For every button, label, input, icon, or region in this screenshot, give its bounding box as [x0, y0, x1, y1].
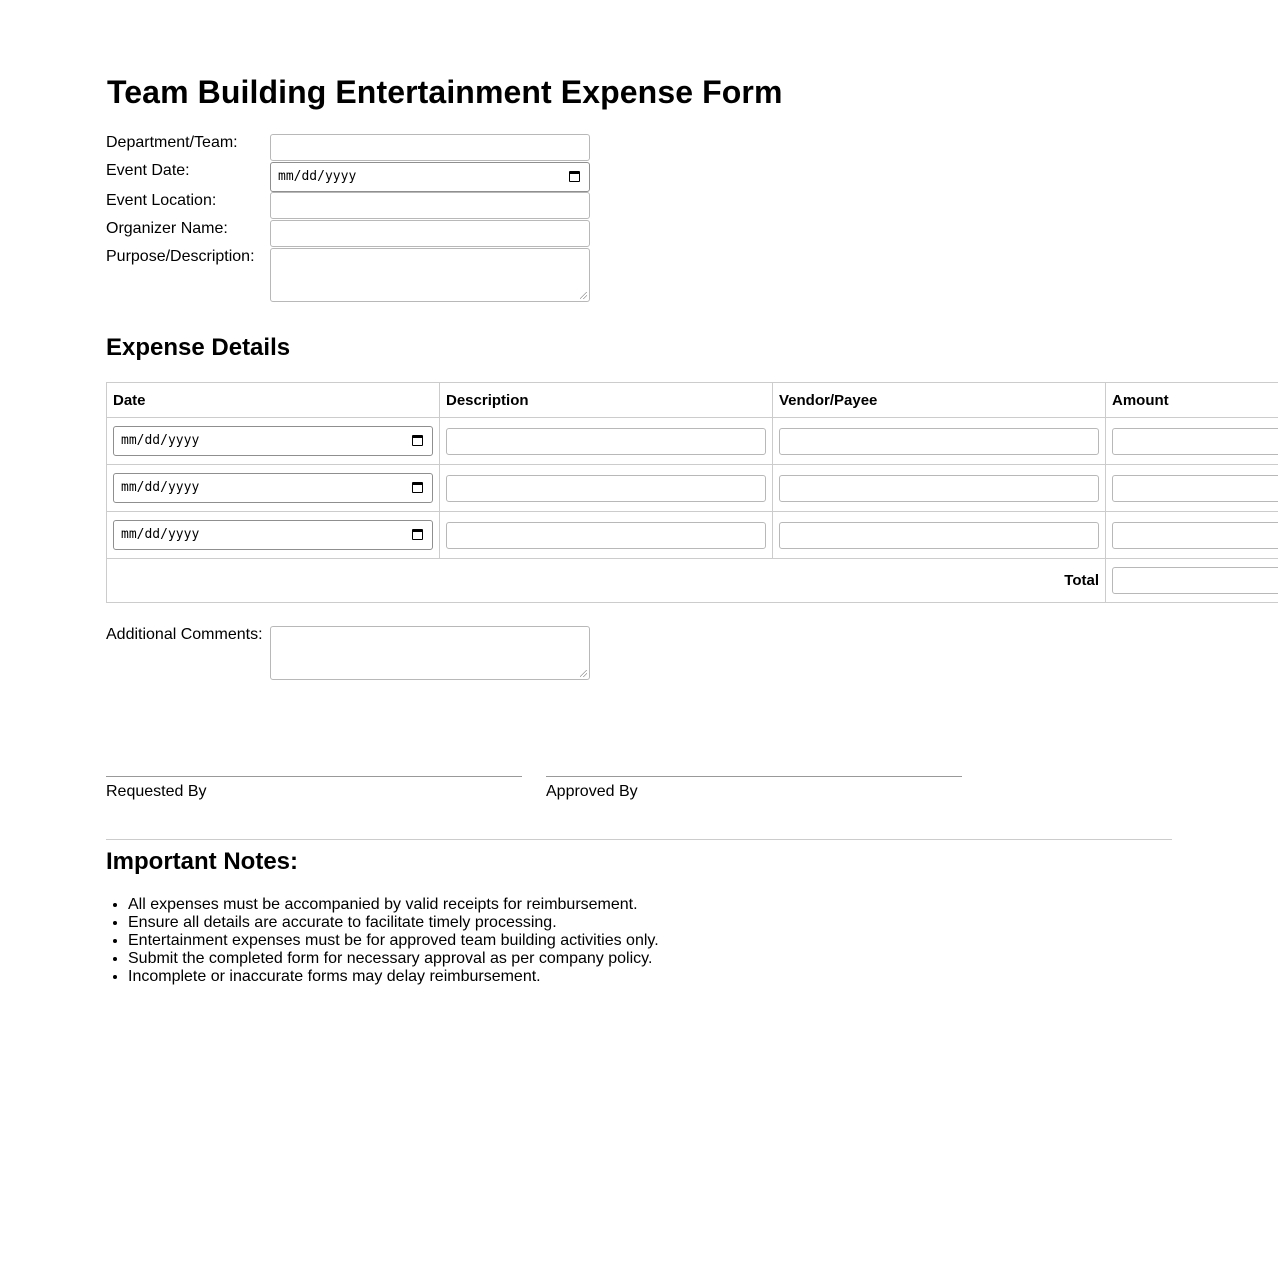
event-date-placeholder: mm/dd/yyyy — [278, 169, 357, 184]
list-item: • Entertainment expenses must be for approved team building activities only. — [128, 932, 659, 950]
total-cell — [1106, 559, 1278, 603]
table-row — [107, 418, 1278, 465]
resize-grip-icon[interactable] — [580, 670, 587, 677]
amount-cell — [1106, 512, 1278, 559]
amount-input[interactable] — [1112, 428, 1278, 455]
column-header-description: Description — [440, 383, 773, 418]
total-label: Total — [107, 559, 1106, 603]
description-cell — [440, 512, 773, 559]
description-input[interactable] — [446, 475, 766, 502]
department-label: Department/Team: — [106, 134, 238, 151]
date-placeholder: mm/dd/yyyy — [121, 480, 200, 495]
expense-details-title: Expense Details — [106, 334, 291, 361]
expense-date-input[interactable] — [113, 426, 433, 456]
date-placeholder: mm/dd/yyyy — [121, 527, 200, 542]
total-input[interactable] — [1112, 567, 1278, 594]
table-row — [107, 512, 1278, 559]
total-row — [107, 559, 1278, 603]
calendar-icon[interactable] — [412, 435, 423, 446]
list-item: • Incomplete or inaccurate forms may delay reimbursement. — [128, 968, 659, 986]
vendor-input[interactable] — [779, 522, 1099, 549]
amount-cell — [1106, 418, 1278, 465]
approved-by-label: Approved By — [546, 783, 638, 800]
comments-label: Additional Comments: — [106, 626, 263, 643]
vendor-input[interactable] — [779, 475, 1099, 502]
signature-line — [106, 776, 522, 777]
calendar-icon[interactable] — [412, 482, 423, 493]
table-row — [107, 465, 1278, 512]
description-input[interactable] — [446, 522, 766, 549]
calendar-icon[interactable] — [412, 529, 423, 540]
table-header-row — [107, 383, 1278, 418]
notes-title: Important Notes: — [106, 848, 298, 875]
notes-list — [106, 896, 659, 986]
description-cell — [440, 465, 773, 512]
organizer-label: Organizer Name: — [106, 220, 228, 237]
list-item: • Submit the completed form for necessary approval as per company policy. — [128, 950, 659, 968]
department-row — [106, 134, 590, 161]
organizer-input[interactable] — [270, 220, 590, 247]
column-header-date: Date — [107, 383, 440, 418]
comments-row — [106, 626, 590, 680]
section-divider — [106, 839, 1172, 840]
date-cell — [107, 465, 440, 512]
description-input[interactable] — [446, 428, 766, 455]
purpose-textarea[interactable] — [270, 248, 590, 302]
expense-table — [106, 382, 1278, 603]
event-location-row — [106, 192, 590, 219]
organizer-row — [106, 220, 590, 247]
amount-input[interactable] — [1112, 522, 1278, 549]
date-cell — [107, 512, 440, 559]
expense-date-input[interactable] — [113, 520, 433, 550]
amount-input[interactable] — [1112, 475, 1278, 502]
requested-by-label: Requested By — [106, 783, 207, 800]
event-date-row — [106, 162, 590, 192]
date-placeholder: mm/dd/yyyy — [121, 433, 200, 448]
department-input[interactable] — [270, 134, 590, 161]
calendar-icon[interactable] — [569, 171, 580, 182]
event-location-input[interactable] — [270, 192, 590, 219]
requested-by-signature — [106, 776, 522, 801]
signature-line — [546, 776, 962, 777]
date-cell — [107, 418, 440, 465]
page-title: Team Building Entertainment Expense Form — [107, 74, 783, 110]
event-date-input[interactable] — [270, 162, 590, 192]
description-cell — [440, 418, 773, 465]
amount-cell — [1106, 465, 1278, 512]
expense-date-input[interactable] — [113, 473, 433, 503]
event-location-label: Event Location: — [106, 192, 217, 209]
vendor-cell — [773, 465, 1106, 512]
list-item: • All expenses must be accompanied by valid receipts for reimbursement. — [128, 896, 659, 914]
purpose-label: Purpose/Description: — [106, 248, 255, 265]
vendor-input[interactable] — [779, 428, 1099, 455]
approved-by-signature — [546, 776, 962, 801]
list-item: • Ensure all details are accurate to facilitate timely processing. — [128, 914, 659, 932]
vendor-cell — [773, 512, 1106, 559]
column-header-vendor: Vendor/Payee — [773, 383, 1106, 418]
purpose-row — [106, 248, 590, 302]
event-date-label: Event Date: — [106, 162, 190, 179]
vendor-cell — [773, 418, 1106, 465]
comments-textarea[interactable] — [270, 626, 590, 680]
column-header-amount: Amount — [1106, 383, 1278, 418]
resize-grip-icon[interactable] — [580, 292, 587, 299]
